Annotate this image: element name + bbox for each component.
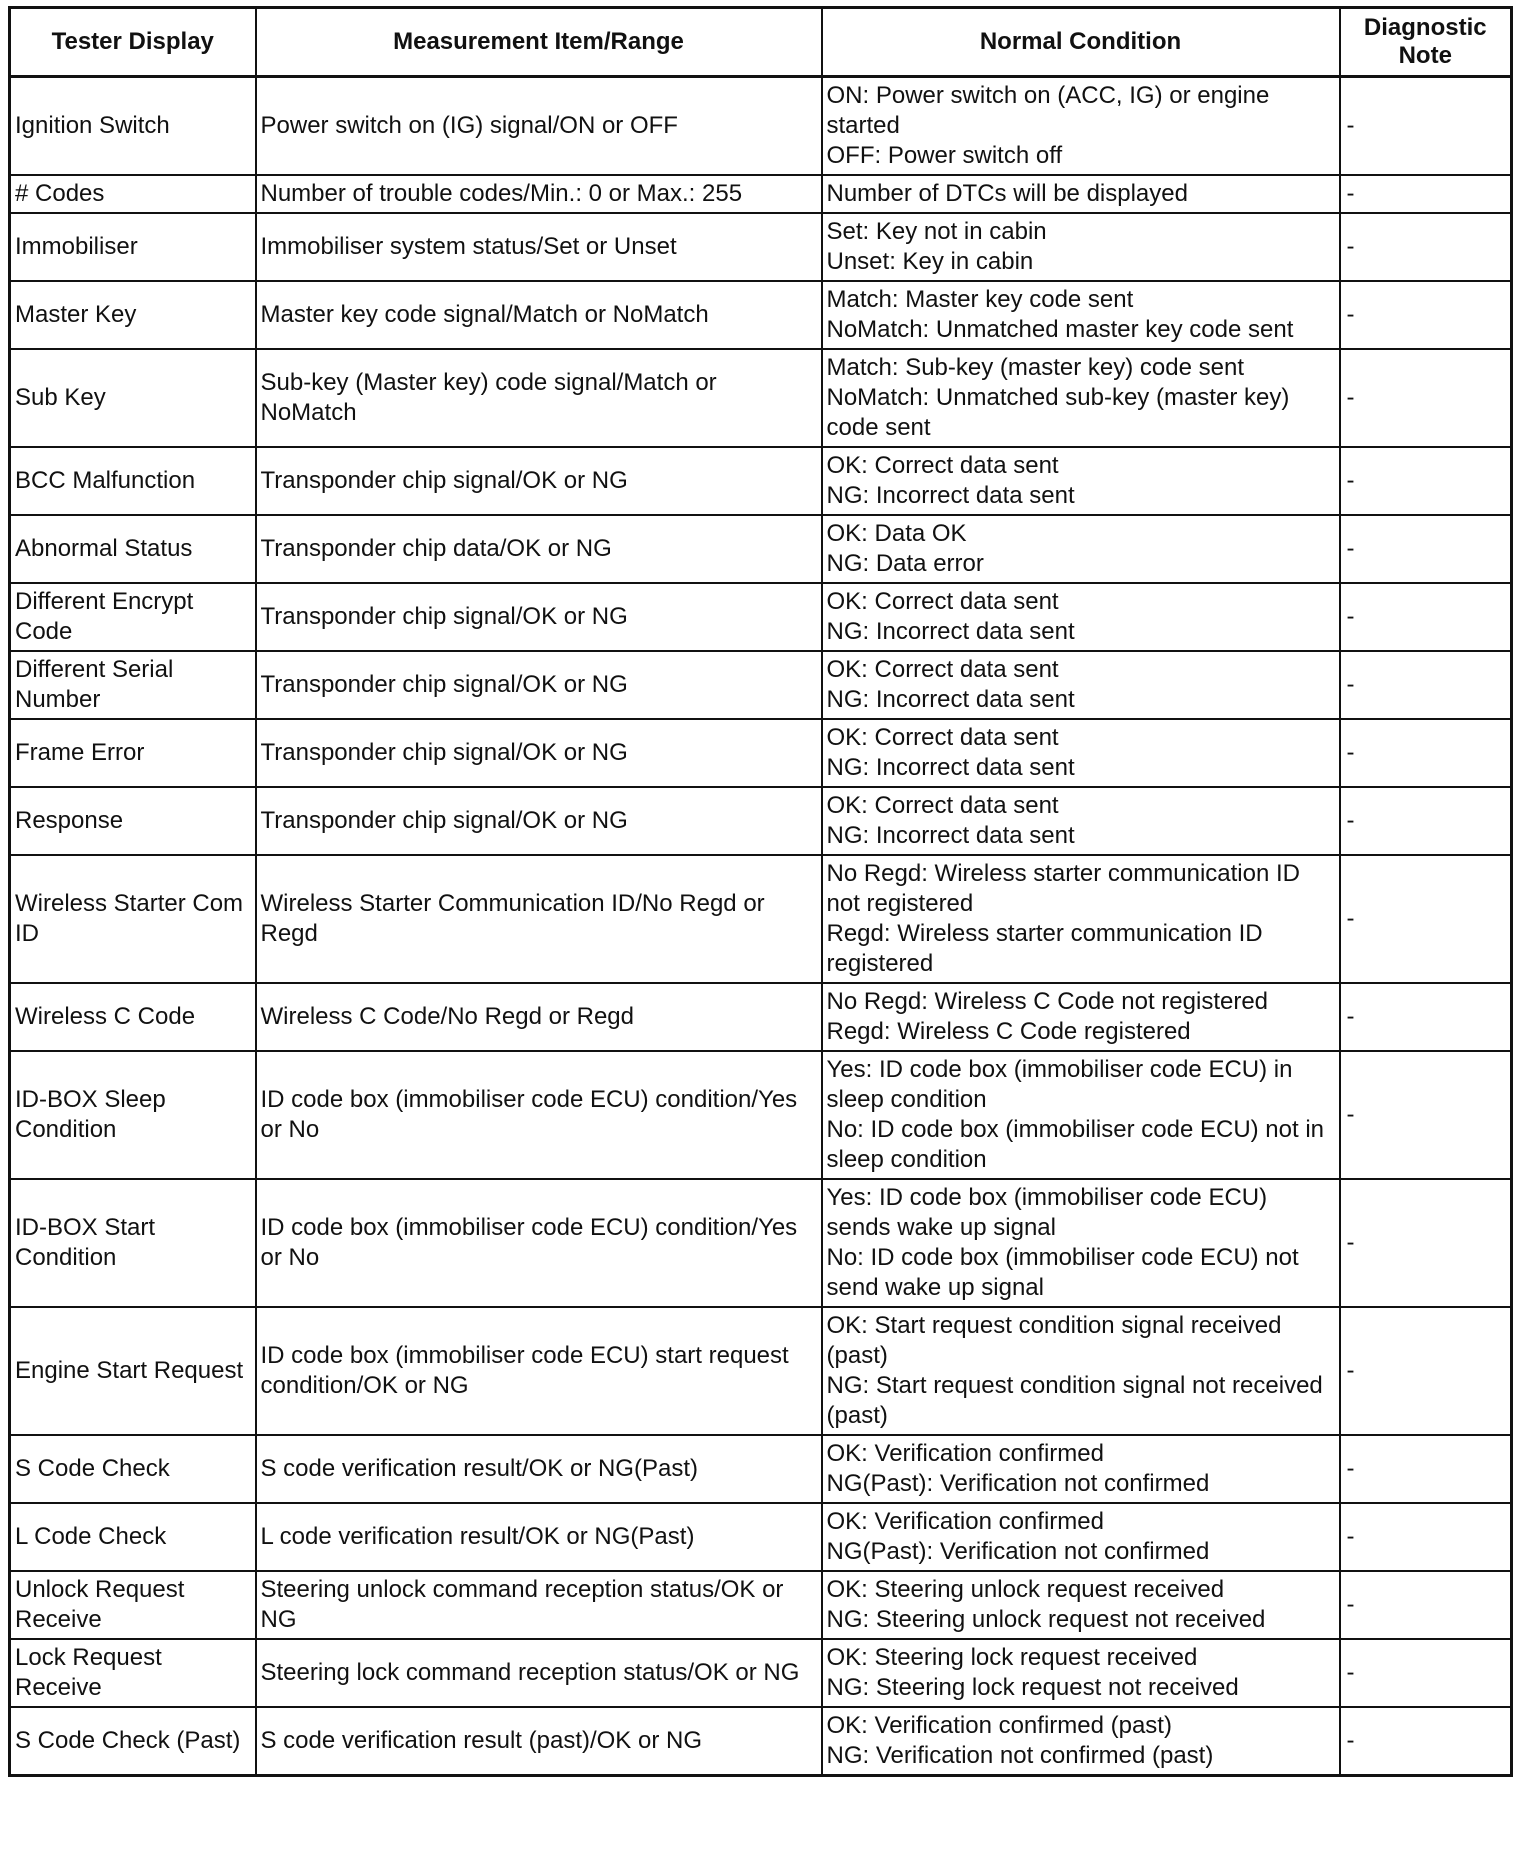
cell-tester-display: Sub Key — [10, 349, 256, 447]
table-row — [10, 213, 1512, 281]
cell-tester-display: Different Encrypt Code — [10, 583, 256, 651]
normal-condition-line: No Regd: Wireless C Code not registered — [826, 988, 1269, 1015]
cell-normal-condition — [822, 583, 1340, 651]
data-list-sheet — [8, 6, 1510, 1777]
cell-diagnostic-note: - — [1340, 515, 1512, 583]
table-row — [10, 787, 1512, 855]
cell-measurement: ID code box (immobiliser code ECU) condition/Yes or No — [256, 1179, 822, 1307]
table-row — [10, 1307, 1512, 1435]
cell-normal-condition — [822, 651, 1340, 719]
cell-normal-condition — [822, 1435, 1340, 1503]
cell-normal-condition — [822, 1051, 1340, 1179]
cell-tester-display: Master Key — [10, 281, 256, 349]
normal-condition-line: No: ID code box (immobiliser code ECU) not in sleep condition — [826, 1116, 1325, 1173]
table-row — [10, 175, 1512, 213]
cell-diagnostic-note: - — [1340, 447, 1512, 515]
cell-tester-display: Wireless Starter Com ID — [10, 855, 256, 983]
cell-tester-display: Ignition Switch — [10, 77, 256, 176]
table-row — [10, 651, 1512, 719]
header-measurement: Measurement Item/Range — [256, 8, 822, 77]
normal-condition-line: NG: Incorrect data sent — [826, 822, 1075, 849]
table-row — [10, 1179, 1512, 1307]
cell-measurement: S code verification result (past)/OK or NG — [256, 1707, 822, 1776]
cell-diagnostic-note: - — [1340, 1639, 1512, 1707]
cell-diagnostic-note: - — [1340, 1051, 1512, 1179]
cell-tester-display: S Code Check — [10, 1435, 256, 1503]
normal-condition-line: No Regd: Wireless starter communication ID not registered — [826, 860, 1300, 917]
table-row — [10, 583, 1512, 651]
cell-diagnostic-note: - — [1340, 1435, 1512, 1503]
normal-condition-line: OK: Verification confirmed — [826, 1508, 1104, 1535]
cell-normal-condition — [822, 349, 1340, 447]
normal-condition-line: Unset: Key in cabin — [826, 248, 1034, 275]
cell-tester-display: Frame Error — [10, 719, 256, 787]
header-row — [10, 8, 1512, 77]
normal-condition-line: Regd: Wireless starter communication ID registered — [826, 920, 1263, 977]
table-row — [10, 447, 1512, 515]
cell-measurement: Immobiliser system status/Set or Unset — [256, 213, 822, 281]
cell-normal-condition — [822, 855, 1340, 983]
cell-measurement: Wireless C Code/No Regd or Regd — [256, 983, 822, 1051]
cell-normal-condition — [822, 1571, 1340, 1639]
normal-condition-line: OK: Correct data sent — [826, 452, 1059, 479]
cell-measurement: Transponder chip signal/OK or NG — [256, 787, 822, 855]
header-diagnostic-note-line2: Note — [1398, 42, 1452, 69]
cell-diagnostic-note: - — [1340, 983, 1512, 1051]
cell-diagnostic-note: - — [1340, 1179, 1512, 1307]
table-row — [10, 719, 1512, 787]
cell-tester-display: Engine Start Request — [10, 1307, 256, 1435]
table-row — [10, 515, 1512, 583]
normal-condition-line: OK: Correct data sent — [826, 724, 1059, 751]
normal-condition-line: OK: Data OK — [826, 520, 967, 547]
cell-tester-display: Unlock Request Receive — [10, 1571, 256, 1639]
normal-condition-line: NG: Start request condition signal not received (past) — [826, 1372, 1323, 1429]
cell-normal-condition — [822, 1503, 1340, 1571]
cell-tester-display: Wireless C Code — [10, 983, 256, 1051]
cell-tester-display: L Code Check — [10, 1503, 256, 1571]
header-normal-condition: Normal Condition — [822, 8, 1340, 77]
cell-diagnostic-note: - — [1340, 855, 1512, 983]
cell-normal-condition — [822, 77, 1340, 176]
cell-normal-condition — [822, 175, 1340, 213]
cell-diagnostic-note: - — [1340, 1503, 1512, 1571]
cell-tester-display: BCC Malfunction — [10, 447, 256, 515]
cell-diagnostic-note: - — [1340, 787, 1512, 855]
cell-normal-condition — [822, 787, 1340, 855]
normal-condition-line: NG: Incorrect data sent — [826, 482, 1075, 509]
cell-measurement: Steering lock command reception status/OK or NG — [256, 1639, 822, 1707]
cell-diagnostic-note: - — [1340, 1571, 1512, 1639]
normal-condition-line: Number of DTCs will be displayed — [826, 180, 1188, 207]
normal-condition-line: OK: Start request condition signal received (past) — [826, 1312, 1282, 1369]
normal-condition-line: NG(Past): Verification not confirmed — [826, 1470, 1210, 1497]
normal-condition-line: NG: Steering lock request not received — [826, 1674, 1239, 1701]
normal-condition-line: NoMatch: Unmatched master key code sent — [826, 316, 1294, 343]
cell-measurement: S code verification result/OK or NG(Past) — [256, 1435, 822, 1503]
cell-measurement: Power switch on (IG) signal/ON or OFF — [256, 77, 822, 176]
cell-normal-condition — [822, 983, 1340, 1051]
normal-condition-line: Regd: Wireless C Code registered — [826, 1018, 1191, 1045]
cell-diagnostic-note: - — [1340, 175, 1512, 213]
normal-condition-line: NG: Incorrect data sent — [826, 618, 1075, 645]
cell-diagnostic-note: - — [1340, 349, 1512, 447]
normal-condition-line: NG: Incorrect data sent — [826, 754, 1075, 781]
cell-tester-display: Abnormal Status — [10, 515, 256, 583]
cell-normal-condition — [822, 1707, 1340, 1776]
table-row — [10, 1503, 1512, 1571]
normal-condition-line: Match: Sub-key (master key) code sent — [826, 354, 1244, 381]
normal-condition-line: NoMatch: Unmatched sub-key (master key) code sent — [826, 384, 1290, 441]
normal-condition-line: NG: Incorrect data sent — [826, 686, 1075, 713]
data-list-table — [8, 6, 1513, 1777]
table-row — [10, 77, 1512, 176]
cell-measurement: ID code box (immobiliser code ECU) start request condition/OK or NG — [256, 1307, 822, 1435]
cell-measurement: Steering unlock command reception status/OK or NG — [256, 1571, 822, 1639]
cell-diagnostic-note: - — [1340, 1707, 1512, 1776]
cell-diagnostic-note: - — [1340, 77, 1512, 176]
cell-diagnostic-note: - — [1340, 583, 1512, 651]
cell-tester-display: Immobiliser — [10, 213, 256, 281]
table-row — [10, 1051, 1512, 1179]
cell-measurement: Transponder chip data/OK or NG — [256, 515, 822, 583]
cell-measurement: Transponder chip signal/OK or NG — [256, 719, 822, 787]
table-row — [10, 281, 1512, 349]
cell-normal-condition — [822, 1307, 1340, 1435]
table-row — [10, 1707, 1512, 1776]
table-row — [10, 1571, 1512, 1639]
table-body — [10, 77, 1512, 1776]
cell-measurement: Wireless Starter Communication ID/No Regd or Regd — [256, 855, 822, 983]
header-diagnostic-note — [1340, 8, 1512, 77]
normal-condition-line: OK: Steering unlock request received — [826, 1576, 1225, 1603]
cell-measurement: Transponder chip signal/OK or NG — [256, 447, 822, 515]
cell-normal-condition — [822, 719, 1340, 787]
cell-tester-display: Lock Request Receive — [10, 1639, 256, 1707]
normal-condition-line: OK: Correct data sent — [826, 588, 1059, 615]
cell-normal-condition — [822, 447, 1340, 515]
normal-condition-line: OK: Verification confirmed — [826, 1440, 1104, 1467]
normal-condition-line: Yes: ID code box (immobiliser code ECU) in sleep condition — [826, 1056, 1293, 1113]
normal-condition-line: NG: Data error — [826, 550, 984, 577]
cell-diagnostic-note: - — [1340, 719, 1512, 787]
cell-measurement: Master key code signal/Match or NoMatch — [256, 281, 822, 349]
cell-diagnostic-note: - — [1340, 213, 1512, 281]
normal-condition-line: OK: Verification confirmed (past) — [826, 1712, 1172, 1739]
normal-condition-line: ON: Power switch on (ACC, IG) or engine started — [826, 82, 1270, 139]
cell-measurement: Number of trouble codes/Min.: 0 or Max.: 255 — [256, 175, 822, 213]
normal-condition-line: NG: Verification not confirmed (past) — [826, 1742, 1214, 1769]
normal-condition-line: NG(Past): Verification not confirmed — [826, 1538, 1210, 1565]
cell-measurement: ID code box (immobiliser code ECU) condition/Yes or No — [256, 1051, 822, 1179]
header-diagnostic-note-line1: Diagnostic — [1363, 14, 1487, 41]
cell-diagnostic-note: - — [1340, 1307, 1512, 1435]
cell-normal-condition — [822, 1639, 1340, 1707]
cell-tester-display: # Codes — [10, 175, 256, 213]
cell-normal-condition — [822, 515, 1340, 583]
normal-condition-line: No: ID code box (immobiliser code ECU) not send wake up signal — [826, 1244, 1299, 1301]
normal-condition-line: OFF: Power switch off — [826, 142, 1063, 169]
normal-condition-line: OK: Steering lock request received — [826, 1644, 1198, 1671]
table-row — [10, 855, 1512, 983]
cell-tester-display: ID-BOX Start Condition — [10, 1179, 256, 1307]
cell-tester-display: Response — [10, 787, 256, 855]
cell-tester-display: Different Serial Number — [10, 651, 256, 719]
normal-condition-line: Yes: ID code box (immobiliser code ECU) sends wake up signal — [826, 1184, 1268, 1241]
table-row — [10, 349, 1512, 447]
table-row — [10, 983, 1512, 1051]
normal-condition-line: OK: Correct data sent — [826, 792, 1059, 819]
cell-measurement: L code verification result/OK or NG(Past) — [256, 1503, 822, 1571]
normal-condition-line: NG: Steering unlock request not received — [826, 1606, 1266, 1633]
header-tester-display: Tester Display — [10, 8, 256, 77]
normal-condition-line: Match: Master key code sent — [826, 286, 1134, 313]
cell-tester-display: S Code Check (Past) — [10, 1707, 256, 1776]
cell-diagnostic-note: - — [1340, 651, 1512, 719]
table-row — [10, 1435, 1512, 1503]
cell-normal-condition — [822, 1179, 1340, 1307]
normal-condition-line: OK: Correct data sent — [826, 656, 1059, 683]
cell-normal-condition — [822, 281, 1340, 349]
table-row — [10, 1639, 1512, 1707]
cell-measurement: Transponder chip signal/OK or NG — [256, 583, 822, 651]
cell-tester-display: ID-BOX Sleep Condition — [10, 1051, 256, 1179]
normal-condition-line: Set: Key not in cabin — [826, 218, 1047, 245]
cell-measurement: Sub-key (Master key) code signal/Match or NoMatch — [256, 349, 822, 447]
cell-diagnostic-note: - — [1340, 281, 1512, 349]
cell-measurement: Transponder chip signal/OK or NG — [256, 651, 822, 719]
cell-normal-condition — [822, 213, 1340, 281]
